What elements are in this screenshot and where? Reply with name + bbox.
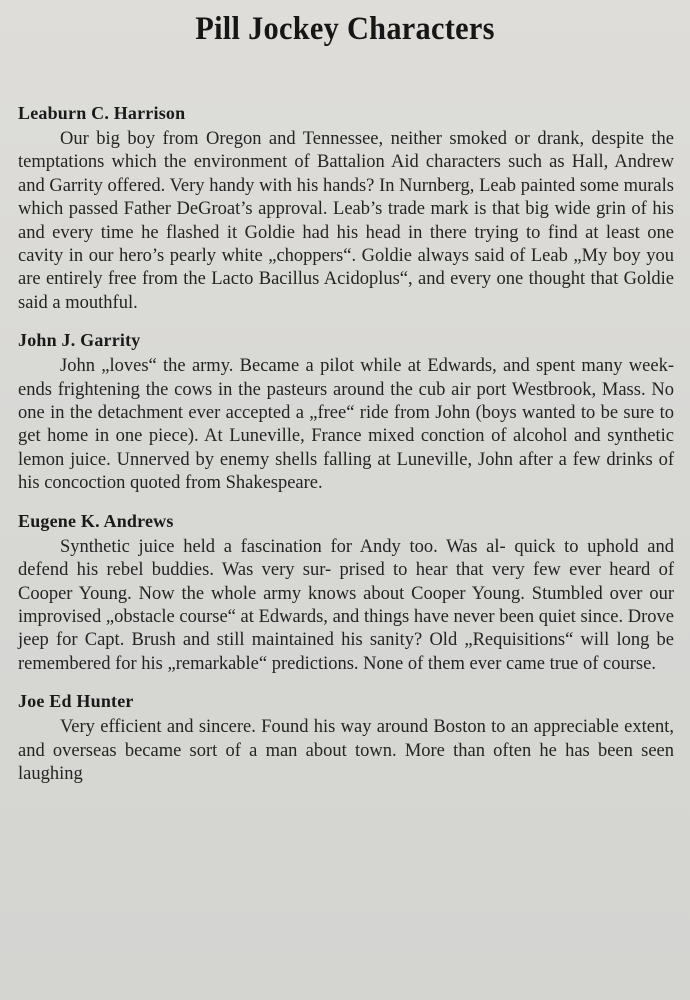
section-body: Our big boy from Oregon and Tennessee, neither smoked or drank, despite the temptations which the environment of Battalion Aid characters such as Hall, Andrew and Garrity offered. Very handy with his hands? In Nurnberg, Leab painted some murals which passed Father DeGroat’s approval. Leab’s trade mark is that big wide grin of his and every time he flashed it Goldie had his head in there trying to find at least one cavity in our hero’s pearly white „choppers“. Goldie always said of Leab „My boy you are entirely free from the Lacto Bacillus Acidoplus“, and every one thought that Goldie said a mouthful. <box>18 129 674 313</box>
section-heading: Joe Ed Hunter <box>18 691 134 712</box>
section-andrews <box>18 506 674 676</box>
page-title: Pill Jockey Characters <box>195 11 495 47</box>
section-body: John „loves“ the army. Became a pilot while at Edwards, and spent many week-ends frightening the cows in the pasteurs around the cub air port Westbrook, Mass. No one in the detachment ever accepted a „free“ ride from John (boys wanted to be sure to get home in one piece). At Luneville, France mixed conction of alcohol and synthetic lemon juice. Unnerved by enemy shells falling at Luneville, John after a few drinks of his concoction quoted from Shakespeare. <box>18 356 674 494</box>
content-column <box>18 98 674 796</box>
section-heading: John J. Garrity <box>18 330 141 351</box>
section-garrity <box>18 325 674 495</box>
section-harrison <box>18 98 674 315</box>
section-body: Synthetic juice held a fascination for Andy too. Was al- quick to uphold and defend his rebel buddies. Was very sur- prised to hear that very few ever heard of Cooper Young. Now the whole army knows about Cooper Young. Stumbled over our improvised „obstacle course“ at Edwards, and things have never been quiet since. Drove jeep for Capt. Brush and still maintained his sanity? Old „Requisitions“ will long be remembered for his „remarkable“ predictions. None of them ever came true of course. <box>18 536 674 674</box>
section-body: Very efficient and sincere. Found his way around Boston to an appreciable extent, and overseas became sort of a man about town. More than often he has been seen laughing <box>18 717 674 784</box>
section-hunter <box>18 686 674 786</box>
section-heading: Eugene K. Andrews <box>18 510 174 531</box>
section-heading: Leaburn C. Harrison <box>18 103 186 123</box>
